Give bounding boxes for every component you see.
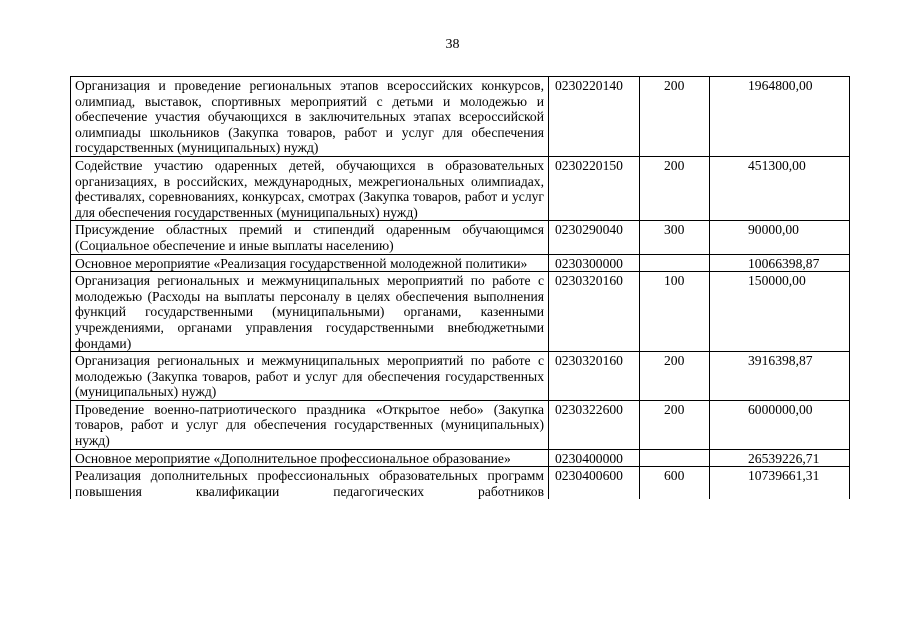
- row-expense-type: 100: [640, 272, 710, 352]
- table-row: [71, 77, 850, 157]
- row-expense-type: [640, 254, 710, 272]
- table-row: [71, 156, 850, 220]
- row-description: Организация и проведение региональных этапов всероссийских конкурсов, олимпиад, выставок, спортивных мероприятий с детьми и молодежью и обеспечение участия обучающихся в заключительных этапах всероссийской олимпиады школьников (Закупка товаров, работ и услуг для обеспечения государственных (муниципальных) нужд): [71, 77, 549, 157]
- budget-table: [70, 76, 850, 499]
- row-description: Содействие участию одаренных детей, обучающихся в образовательных организациях, в российских, международных, межрегиональных олимпиадах, фестивалях, соревнованиях, конкурсах, смотрах (Закупка товаров, работ и услуг для обеспечения государственных (муниципальных) нужд): [71, 156, 549, 220]
- table-row: [71, 352, 850, 401]
- row-amount: 1964800,00: [710, 77, 850, 157]
- row-amount: 3916398,87: [710, 352, 850, 401]
- row-expense-type: 200: [640, 77, 710, 157]
- row-expense-type: [640, 449, 710, 467]
- row-target-code: 0230320160: [549, 272, 640, 352]
- row-description: Организация региональных и межмуниципальных мероприятий по работе с молодежью (Закупка товаров, работ и услуг для обеспечения государственных (муниципальных) нужд): [71, 352, 549, 401]
- row-target-code: 0230220150: [549, 156, 640, 220]
- row-amount: 6000000,00: [710, 400, 850, 449]
- row-description: Реализация дополнительных профессиональных образовательных программ повышения квалификации педагогических работников: [71, 467, 549, 500]
- row-description: Основное мероприятие «Дополнительное профессиональное образование»: [71, 449, 549, 467]
- row-target-code: 0230400600: [549, 467, 640, 500]
- row-amount: 26539226,71: [710, 449, 850, 467]
- row-expense-type: 200: [640, 400, 710, 449]
- row-amount: 451300,00: [710, 156, 850, 220]
- row-description: Проведение военно-патриотического праздника «Открытое небо» (Закупка товаров, работ и услуг для обеспечения государственных (муниципальных) нужд): [71, 400, 549, 449]
- row-description: Основное мероприятие «Реализация государственной молодежной политики»: [71, 254, 549, 272]
- table-row: [71, 272, 850, 352]
- table-row: [71, 449, 850, 467]
- row-target-code: 0230300000: [549, 254, 640, 272]
- row-target-code: 0230220140: [549, 77, 640, 157]
- row-amount: 10066398,87: [710, 254, 850, 272]
- row-expense-type: 300: [640, 221, 710, 254]
- page-number: 38: [445, 37, 460, 52]
- row-target-code: 0230290040: [549, 221, 640, 254]
- row-description: Организация региональных и межмуниципальных мероприятий по работе с молодежью (Расходы на выплаты персоналу в целях обеспечения выполнения функций государственными (муниципальными) органами, казенными учреждениями, органами управления государственными внебюджетными фондами): [71, 272, 549, 352]
- row-expense-type: 200: [640, 352, 710, 401]
- row-expense-type: 200: [640, 156, 710, 220]
- row-target-code: 0230320160: [549, 352, 640, 401]
- row-amount: 90000,00: [710, 221, 850, 254]
- table-row: [71, 467, 850, 500]
- row-description: Присуждение областных премий и стипендий одаренным обучающимся (Социальное обеспечение и иные выплаты населению): [71, 221, 549, 254]
- row-amount: 150000,00: [710, 272, 850, 352]
- row-target-code: 0230322600: [549, 400, 640, 449]
- table-row: [71, 400, 850, 449]
- table-row: [71, 221, 850, 254]
- row-target-code: 0230400000: [549, 449, 640, 467]
- table-row: [71, 254, 850, 272]
- row-amount: 10739661,31: [710, 467, 850, 500]
- row-expense-type: 600: [640, 467, 710, 500]
